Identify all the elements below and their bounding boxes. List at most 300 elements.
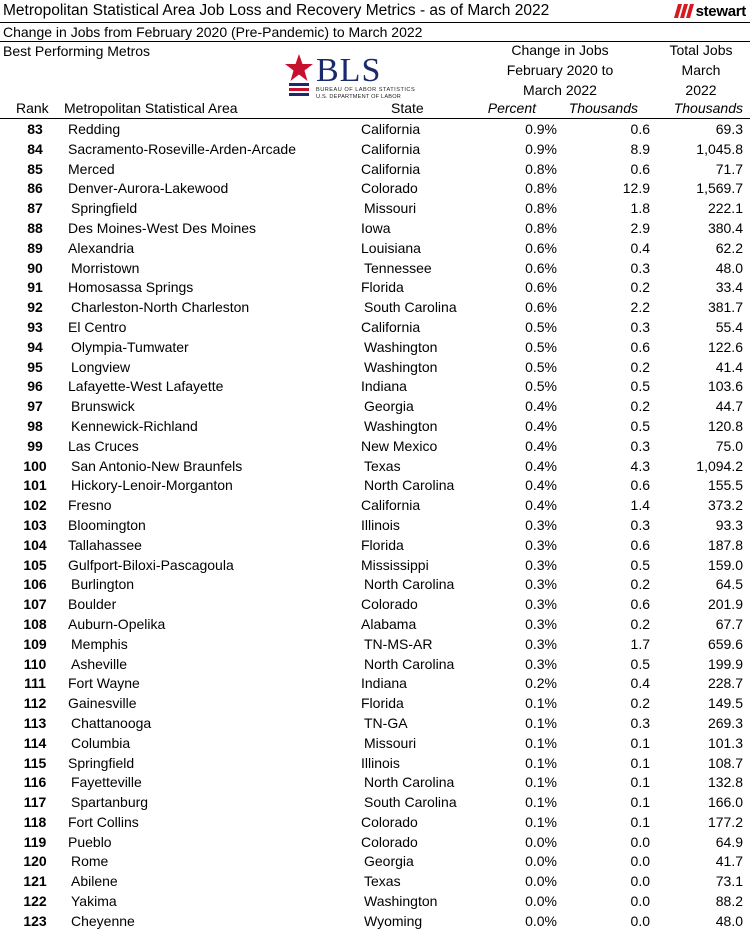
table-row <box>0 358 750 378</box>
total-jobs-cell: 373.2 <box>707 497 743 514</box>
total-jobs-cell: 201.9 <box>707 596 743 613</box>
thousands-cell: 0.3 <box>630 437 650 454</box>
rank-cell: 103 <box>23 516 47 533</box>
bls-tagline-1: BUREAU OF LABOR STATISTICS <box>316 87 416 93</box>
percent-cell: 0.4% <box>525 437 557 454</box>
rank-cell: 116 <box>23 774 47 791</box>
percent-cell: 0.5% <box>525 338 557 355</box>
rank-cell: 105 <box>23 556 47 573</box>
table-row <box>0 298 750 318</box>
metro-cell: Charleston-North Charleston <box>71 299 250 316</box>
metro-cell: Cheyenne <box>71 912 135 929</box>
state-cell: TN-MS-AR <box>364 635 433 652</box>
table-row <box>0 496 750 516</box>
rank-cell: 102 <box>23 497 47 514</box>
percent-cell: 0.1% <box>525 794 557 811</box>
percent-cell: 0.9% <box>525 121 557 137</box>
divider <box>0 41 750 42</box>
thousands-cell: 0.3 <box>630 714 650 731</box>
rank-cell: 92 <box>27 299 43 316</box>
rank-cell: 88 <box>27 219 43 236</box>
percent-cell: 0.0% <box>525 873 557 890</box>
total-jobs-cell: 67.7 <box>715 615 743 632</box>
report-title: Metropolitan Statistical Area Job Loss and Recovery Metrics - as of March 2022 <box>3 2 550 19</box>
metro-cell: Lafayette-West Lafayette <box>68 378 224 395</box>
percent-cell: 0.4% <box>525 497 557 514</box>
title-bar <box>0 0 750 23</box>
thousands-cell: 2.9 <box>630 219 650 236</box>
state-cell: California <box>361 160 421 177</box>
percent-cell: 0.8% <box>525 219 557 236</box>
total-jobs-cell: 187.8 <box>707 536 743 553</box>
percent-cell: 0.1% <box>525 774 557 791</box>
table-row <box>0 278 750 298</box>
metro-cell: Asheville <box>71 655 128 672</box>
table-row <box>0 852 750 872</box>
thousands-cell: 0.1 <box>630 734 650 751</box>
thousands-cell: 0.1 <box>630 794 650 811</box>
table-row <box>0 793 750 813</box>
state-cell: Georgia <box>364 398 414 415</box>
metro-cell: Rome <box>71 853 109 870</box>
stewart-logo-icon <box>674 4 694 18</box>
metro-cell: Kennewick-Richland <box>71 417 198 434</box>
metro-cell: Las Cruces <box>68 437 139 454</box>
thousands-cell: 2.2 <box>630 299 650 316</box>
section-label: Best Performing Metros <box>3 43 151 59</box>
table-row <box>0 813 750 833</box>
change-header-line-3: March 2022 <box>523 82 597 98</box>
thousands-cell: 0.0 <box>630 873 650 890</box>
state-cell: North Carolina <box>364 576 455 593</box>
thousands-cell: 0.6 <box>630 596 650 613</box>
state-cell: California <box>361 318 421 335</box>
state-cell: Missouri <box>364 734 417 751</box>
state-cell: Georgia <box>364 853 414 870</box>
state-cell: Tennessee <box>364 259 432 276</box>
percent-cell: 0.8% <box>525 160 557 177</box>
table-row <box>0 694 750 714</box>
total-jobs-cell: 103.6 <box>707 378 743 395</box>
metro-cell: Fort Wayne <box>68 675 140 692</box>
percent-cell: 0.0% <box>525 893 557 910</box>
percent-cell: 0.5% <box>525 318 557 335</box>
rank-cell: 118 <box>23 813 47 830</box>
rank-cell: 106 <box>23 576 47 593</box>
state-cell: California <box>361 121 421 137</box>
state-cell: Washington <box>364 358 438 375</box>
state-cell: California <box>361 497 421 514</box>
total-jobs-cell: 69.3 <box>715 121 743 137</box>
state-cell: Alabama <box>361 615 417 632</box>
table-row <box>0 120 750 140</box>
thousands-cell: 0.1 <box>630 774 650 791</box>
total-jobs-cell: 71.7 <box>715 160 743 177</box>
thousands-cell: 0.3 <box>630 259 650 276</box>
total-jobs-cell: 88.2 <box>715 893 743 910</box>
percent-cell: 0.4% <box>525 417 557 434</box>
rank-cell: 83 <box>27 121 43 137</box>
thousands-cell: 0.2 <box>630 695 650 712</box>
change-header-line-2: February 2020 to <box>506 62 614 78</box>
thousands-cell: 12.9 <box>622 180 650 197</box>
percent-cell: 0.6% <box>525 239 557 256</box>
thousands-cell: 0.5 <box>630 417 650 434</box>
state-cell: Texas <box>364 873 401 890</box>
thousands-cell: 0.0 <box>630 833 650 850</box>
state-cell: Indiana <box>361 378 407 395</box>
metro-cell: Spartanburg <box>71 794 149 811</box>
percent-cell: 0.8% <box>525 200 557 217</box>
state-cell: North Carolina <box>364 477 455 494</box>
thousands-cell: 0.5 <box>630 655 650 672</box>
thousands-cell: 0.0 <box>630 912 650 929</box>
metro-cell: Sacramento-Roseville-Arden-Arcade <box>68 140 296 157</box>
metro-cell: Alexandria <box>68 239 135 256</box>
state-cell: Mississippi <box>361 556 429 573</box>
total-jobs-cell: 44.7 <box>715 398 743 415</box>
metro-cell: Gainesville <box>68 695 137 712</box>
percent-cell: 0.0% <box>525 912 557 929</box>
state-cell: Florida <box>361 695 404 712</box>
rank-cell: 104 <box>23 536 47 553</box>
total-jobs-cell: 33.4 <box>715 279 743 296</box>
percent-cell: 0.9% <box>525 140 557 157</box>
column-header-percent: Percent <box>487 100 536 116</box>
percent-cell: 0.6% <box>525 259 557 276</box>
total-jobs-cell: 55.4 <box>715 318 743 335</box>
thousands-cell: 0.4 <box>630 675 650 692</box>
metro-cell: Yakima <box>71 893 117 910</box>
thousands-cell: 0.2 <box>630 576 650 593</box>
state-cell: TN-GA <box>364 714 408 731</box>
percent-cell: 0.3% <box>525 655 557 672</box>
metro-cell: Denver-Aurora-Lakewood <box>68 180 229 197</box>
total-jobs-cell: 75.0 <box>715 437 743 454</box>
total-jobs-cell: 108.7 <box>707 754 743 771</box>
table-row <box>0 239 750 259</box>
total-jobs-cell: 64.5 <box>715 576 743 593</box>
percent-cell: 0.0% <box>525 853 557 870</box>
metro-cell: Homosassa Springs <box>68 279 194 296</box>
thousands-cell: 0.2 <box>630 398 650 415</box>
rank-cell: 108 <box>23 615 47 632</box>
metro-cell: Boulder <box>68 596 117 613</box>
table-row <box>0 754 750 774</box>
rank-cell: 120 <box>23 853 47 870</box>
table-row <box>0 417 750 437</box>
percent-cell: 0.2% <box>525 675 557 692</box>
total-jobs-cell: 269.3 <box>707 714 743 731</box>
state-cell: Colorado <box>361 833 418 850</box>
thousands-cell: 0.3 <box>630 516 650 533</box>
rank-cell: 112 <box>23 695 47 712</box>
table-row <box>0 595 750 615</box>
metro-cell: Chattanooga <box>71 714 152 731</box>
metro-cell: Fresno <box>68 497 112 514</box>
state-cell: Illinois <box>361 516 400 533</box>
rank-cell: 114 <box>23 734 47 751</box>
percent-cell: 0.3% <box>525 635 557 652</box>
state-cell: South Carolina <box>364 794 457 811</box>
state-cell: Colorado <box>361 180 418 197</box>
metro-cell: Burlington <box>71 576 135 593</box>
total-jobs-cell: 1,045.8 <box>696 140 743 157</box>
metro-cell: Springfield <box>68 754 135 771</box>
total-jobs-cell: 659.6 <box>707 635 743 652</box>
state-cell: Washington <box>364 893 438 910</box>
table-row <box>0 773 750 793</box>
bls-wordmark: BLS <box>316 52 382 89</box>
table-row <box>0 140 750 160</box>
rank-cell: 111 <box>24 675 46 692</box>
percent-cell: 0.1% <box>525 714 557 731</box>
rank-cell: 110 <box>23 655 47 672</box>
rank-cell: 117 <box>23 794 47 811</box>
rank-cell: 115 <box>23 754 47 771</box>
table-row <box>0 556 750 576</box>
state-cell: Washington <box>364 338 438 355</box>
total-jobs-cell: 199.9 <box>707 655 743 672</box>
metro-cell: Tallahassee <box>68 536 142 553</box>
percent-cell: 0.1% <box>525 754 557 771</box>
table-row <box>0 437 750 457</box>
metro-cell: San Antonio-New Braunfels <box>71 457 243 474</box>
rank-cell: 95 <box>27 358 43 375</box>
table-row <box>0 536 750 556</box>
total-jobs-cell: 41.4 <box>715 358 743 375</box>
rank-cell: 85 <box>27 160 43 177</box>
table-row <box>0 377 750 397</box>
total-jobs-cell: 381.7 <box>707 299 743 316</box>
stewart-logo-text: stewart <box>695 2 746 20</box>
thousands-cell: 0.0 <box>630 893 650 910</box>
table-row <box>0 397 750 417</box>
stewart-logo <box>674 3 746 19</box>
total-jobs-cell: 149.5 <box>707 695 743 712</box>
total-jobs-cell: 62.2 <box>715 239 743 256</box>
thousands-cell: 0.5 <box>630 556 650 573</box>
table-row <box>0 872 750 892</box>
percent-cell: 0.5% <box>525 358 557 375</box>
metro-cell: Redding <box>68 121 121 137</box>
rank-cell: 93 <box>27 318 43 335</box>
rank-cell: 123 <box>23 912 47 929</box>
state-cell: Wyoming <box>364 912 423 929</box>
total-jobs-cell: 166.0 <box>707 794 743 811</box>
table-row <box>0 318 750 338</box>
thousands-cell: 0.5 <box>630 378 650 395</box>
column-header-metro: Metropolitan Statistical Area <box>64 100 238 116</box>
state-cell: South Carolina <box>364 299 457 316</box>
total-jobs-cell: 155.5 <box>707 477 743 494</box>
thousands-cell: 0.0 <box>630 853 650 870</box>
rank-cell: 96 <box>27 378 43 395</box>
metro-cell: Pueblo <box>68 833 112 850</box>
metro-cell: Columbia <box>71 734 131 751</box>
percent-cell: 0.3% <box>525 596 557 613</box>
percent-cell: 0.5% <box>525 378 557 395</box>
percent-cell: 0.3% <box>525 615 557 632</box>
percent-cell: 0.1% <box>525 734 557 751</box>
column-header-rank: Rank <box>16 100 49 116</box>
table-row <box>0 635 750 655</box>
column-header-thousands: Thousands <box>568 100 638 116</box>
rank-cell: 109 <box>23 635 47 652</box>
thousands-cell: 0.2 <box>630 615 650 632</box>
percent-cell: 0.4% <box>525 457 557 474</box>
percent-cell: 0.1% <box>525 695 557 712</box>
table-row <box>0 655 750 675</box>
rank-cell: 90 <box>27 259 43 276</box>
total-jobs-cell: 93.3 <box>715 516 743 533</box>
table-row <box>0 575 750 595</box>
total-jobs-header <box>655 40 747 100</box>
percent-cell: 0.6% <box>525 279 557 296</box>
total-jobs-cell: 222.1 <box>707 200 743 217</box>
rank-cell: 121 <box>23 873 47 890</box>
subtitle: Change in Jobs from February 2020 (Pre-Pandemic) to March 2022 <box>3 24 423 40</box>
percent-cell: 0.1% <box>525 813 557 830</box>
thousands-cell: 0.3 <box>630 318 650 335</box>
table-row <box>0 219 750 239</box>
state-cell: Louisiana <box>361 239 421 256</box>
table-row <box>0 476 750 496</box>
rank-cell: 84 <box>27 140 43 157</box>
state-cell: Colorado <box>361 596 418 613</box>
percent-cell: 0.6% <box>525 299 557 316</box>
state-cell: Missouri <box>364 200 417 217</box>
total-jobs-cell: 380.4 <box>707 219 743 236</box>
state-cell: Indiana <box>361 675 407 692</box>
table-row <box>0 259 750 279</box>
total-jobs-cell: 132.8 <box>707 774 743 791</box>
total-jobs-cell: 1,569.7 <box>696 180 743 197</box>
percent-cell: 0.3% <box>525 516 557 533</box>
rank-cell: 98 <box>27 417 43 434</box>
total-jobs-cell: 48.0 <box>715 259 743 276</box>
metro-cell: Bloomington <box>68 516 146 533</box>
rank-cell: 97 <box>27 398 43 415</box>
percent-cell: 0.0% <box>525 833 557 850</box>
state-cell: Colorado <box>361 813 418 830</box>
metro-cell: Hickory-Lenoir-Morganton <box>71 477 233 494</box>
rank-cell: 94 <box>27 338 43 355</box>
percent-cell: 0.4% <box>525 477 557 494</box>
total-jobs-cell: 177.2 <box>707 813 743 830</box>
column-header-total-thousands: Thousands <box>673 100 743 116</box>
total-jobs-cell: 122.6 <box>707 338 743 355</box>
metro-cell: Longview <box>71 358 131 375</box>
metro-cell: Brunswick <box>71 398 135 415</box>
thousands-cell: 0.6 <box>630 160 650 177</box>
rank-cell: 113 <box>23 714 47 731</box>
thousands-cell: 0.6 <box>630 536 650 553</box>
bls-tagline-2: U.S. DEPARTMENT OF LABOR <box>316 94 401 100</box>
thousands-cell: 1.7 <box>630 635 650 652</box>
bls-eagle-star-icon <box>283 52 315 98</box>
metro-cell: El Centro <box>68 318 127 335</box>
thousands-cell: 0.6 <box>630 121 650 137</box>
state-cell: California <box>361 140 421 157</box>
thousands-cell: 0.2 <box>630 279 650 296</box>
table-row <box>0 338 750 358</box>
total-jobs-cell: 48.0 <box>715 912 743 929</box>
table-row <box>0 892 750 912</box>
rank-cell: 86 <box>27 180 43 197</box>
thousands-cell: 0.1 <box>630 813 650 830</box>
total-header-line-2: March <box>681 62 721 78</box>
thousands-cell: 0.4 <box>630 239 650 256</box>
change-header-line-1: Change in Jobs <box>511 42 609 58</box>
metro-cell: Memphis <box>71 635 128 652</box>
rank-cell: 101 <box>23 477 47 494</box>
percent-cell: 0.4% <box>525 398 557 415</box>
total-header-line-1: Total Jobs <box>669 42 733 58</box>
metro-cell: Auburn-Opelika <box>68 615 166 632</box>
total-header-line-3: 2022 <box>685 82 717 98</box>
thousands-cell: 1.4 <box>630 497 650 514</box>
metro-cell: Merced <box>68 160 115 177</box>
state-cell: Iowa <box>361 219 391 236</box>
percent-cell: 0.8% <box>525 180 557 197</box>
bls-logo <box>283 52 416 104</box>
percent-cell: 0.3% <box>525 536 557 553</box>
metro-cell: Fort Collins <box>68 813 139 830</box>
table-row <box>0 714 750 734</box>
thousands-cell: 1.8 <box>630 200 650 217</box>
total-jobs-cell: 41.7 <box>715 853 743 870</box>
percent-cell: 0.3% <box>525 576 557 593</box>
thousands-cell: 0.6 <box>630 338 650 355</box>
metro-cell: Morristown <box>71 259 140 276</box>
rank-cell: 100 <box>23 457 47 474</box>
total-jobs-cell: 101.3 <box>707 734 743 751</box>
total-jobs-cell: 64.9 <box>715 833 743 850</box>
total-jobs-cell: 228.7 <box>707 675 743 692</box>
metro-cell: Fayetteville <box>71 774 142 791</box>
table-row <box>0 833 750 853</box>
metro-cell: Gulfport-Biloxi-Pascagoula <box>68 556 234 573</box>
thousands-cell: 4.3 <box>630 457 650 474</box>
table-row <box>0 199 750 219</box>
state-cell: Texas <box>364 457 401 474</box>
rank-cell: 91 <box>27 279 43 296</box>
thousands-cell: 0.1 <box>630 754 650 771</box>
rank-cell: 119 <box>23 833 47 850</box>
rank-cell: 107 <box>23 596 47 613</box>
rank-cell: 87 <box>27 200 43 217</box>
metro-cell: Olympia-Tumwater <box>71 338 189 355</box>
percent-cell: 0.3% <box>525 556 557 573</box>
state-cell: New Mexico <box>361 437 438 454</box>
state-cell: North Carolina <box>364 774 455 791</box>
thousands-cell: 0.2 <box>630 358 650 375</box>
thousands-cell: 0.6 <box>630 477 650 494</box>
table-row <box>0 457 750 477</box>
metro-table-body <box>0 120 750 932</box>
table-row <box>0 615 750 635</box>
change-in-jobs-header <box>492 40 628 100</box>
metro-cell: Springfield <box>71 200 138 217</box>
total-jobs-cell: 120.8 <box>707 417 743 434</box>
metro-cell: Abilene <box>71 873 118 890</box>
table-row <box>0 160 750 180</box>
table-row <box>0 674 750 694</box>
state-cell: North Carolina <box>364 655 455 672</box>
header-divider <box>0 118 750 119</box>
metro-cell: Des Moines-West Des Moines <box>68 219 257 236</box>
